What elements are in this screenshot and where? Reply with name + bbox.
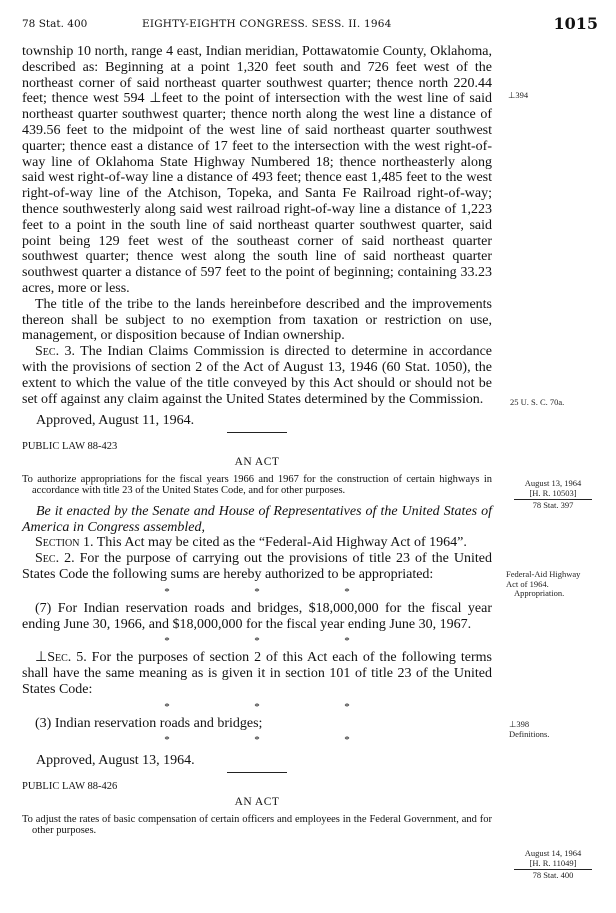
- an-act-heading: AN ACT: [234, 796, 280, 809]
- public-law-423: PUBLIC LAW 88-423: [22, 441, 118, 453]
- section-2: [22, 551, 492, 583]
- sec3-text: The Indian Claims Commission is directed to determine in accordance with the provisions of section 2 of the Act of August 13, 1946 (60 Stat. 1050), the extent to which the value of the title conveyed by this Act should or should not be set off against any claim against the United States determined by the Commission.: [22, 344, 492, 407]
- paragraph-boundary: township 10 north, range 4 east, Indian meridian, Pottawatomie County, Oklahoma, described as: Beginning at a point 1,320 feet south and 726 feet west of the northeast corner of said northeast quarter southwest quarter; thence north 220.44 feet; thence west 594 ⊥feet to the point of intersection with the west line of said northeast quarter southwest quarter; thence north along the west line a distance of 439.56 feet to the midpoint of the west line of said northeast quarter southwest quarter; thence east a distance of 17 feet to the intersection with the west right-of-way line of Oklahoma State Highway Numbered 18; thence northeasterly along said west right-of-way line a distance of 493 feet; thence east 1,485 feet to the west right-of-way line of the Atchison, Topeka, and Santa Fe Railroad right-of-way; thence southwesterly along said west railroad right-of-way line a distance of 1,223 feet to a point in the south line of said northeast quarter southwest quarter, said point being 129 feet west of the southeast corner of said northeast quarter southwest quarter; thence west along the south line of said northeast quarter southwest quarter a distance of 597 feet to the point of beginning; containing 33.23 acres, more or less.: [22, 44, 492, 296]
- fed-aid-line-1: Federal-Aid Highway: [506, 569, 581, 579]
- section-5: [22, 650, 492, 697]
- margin-box-law-423: [514, 479, 592, 511]
- fed-aid-line-2: Act of 1964.: [506, 578, 549, 589]
- box-date: August 13, 1964: [524, 478, 582, 488]
- star: *: [344, 700, 350, 713]
- act-purpose-426: To adjust the rates of basic compensation of certain officers and employees in the Federal Government, and for other purposes.: [22, 813, 492, 837]
- box-stat: 78 Stat. 397: [532, 500, 574, 510]
- margin-page-ref-398: [509, 720, 549, 739]
- star: *: [254, 734, 260, 747]
- section-1-label: Section 1.: [35, 535, 94, 551]
- star: *: [164, 734, 170, 747]
- section-1-text: This Act may be cited as the “Federal-Aid Highway Act of 1964”.: [93, 535, 467, 551]
- omission-stars: [22, 700, 492, 714]
- box-bill: [H. R. 10503]: [529, 487, 577, 498]
- main-text: [22, 44, 492, 837]
- page-ref-398: ⊥398: [509, 719, 530, 729]
- enacting-clause: Be it enacted by the Senate and House of Representatives of the United States of America in Congress assembled,: [22, 503, 492, 535]
- star: *: [164, 585, 170, 598]
- divider: [227, 432, 287, 433]
- section-2-label: Sec. 2.: [35, 551, 75, 567]
- page-number: 1015: [553, 14, 598, 33]
- page-break-mark: ⊥: [35, 650, 48, 666]
- star: *: [344, 585, 350, 598]
- omission-stars: [22, 585, 492, 599]
- paragraph-sec3: [22, 344, 492, 407]
- sec3-label: Sec. 3.: [35, 344, 75, 360]
- omission-stars: [22, 733, 492, 747]
- item-7: (7) For Indian reservation roads and bridges, $18,000,000 for the fiscal year ending June 30, 1966, and $18,000,000 for the fiscal year ending June 30, 1967.: [22, 600, 492, 632]
- definitions-note: Definitions.: [509, 728, 550, 739]
- star: *: [254, 635, 260, 648]
- section-1: [22, 535, 492, 551]
- section-2-text: For the purpose of carrying out the provisions of title 23 of the United States Code the following sums are hereby authorized to be appropriated:: [22, 551, 492, 582]
- item-3: (3) Indian reservation roads and bridges;: [35, 715, 263, 731]
- act-purpose-423: To authorize appropriations for the fiscal years 1966 and 1967 for the construction of certain highways in accordance with title 23 of the United States Code, and for other purposes.: [22, 473, 492, 497]
- approved-aug-11: Approved, August 11, 1964.: [36, 413, 195, 429]
- margin-box-law-426: [514, 849, 592, 881]
- star: *: [344, 635, 350, 648]
- star: *: [344, 734, 350, 747]
- fed-aid-line-3: Appropriation.: [514, 588, 565, 598]
- header-stat-ref: 78 Stat. 400: [22, 18, 88, 30]
- divider: [227, 772, 287, 773]
- star: *: [254, 585, 260, 598]
- star: *: [164, 635, 170, 648]
- header-congress: EIGHTY-EIGHTH CONGRESS. SESS. II. 1964: [142, 18, 392, 30]
- box-stat: 78 Stat. 400: [532, 870, 574, 880]
- margin-page-ref-394: ⊥394: [508, 90, 529, 100]
- public-law-426: PUBLIC LAW 88-426: [22, 781, 118, 793]
- paragraph-title-exemption: The title of the tribe to the lands hereinbefore described and the improvements thereon shall be subject to no exemption from taxation or restriction on use, management, or disposition because of Indian ownership.: [22, 296, 492, 344]
- margin-usc-citation: 25 U. S. C. 70a.: [510, 397, 565, 407]
- star: *: [254, 700, 260, 713]
- omission-stars: [22, 634, 492, 648]
- section-5-text: For the purposes of section 2 of this Act each of the following terms shall have the same meaning as is given it in section 101 of title 23 of the United States Code:: [22, 650, 492, 697]
- an-act-heading: AN ACT: [234, 455, 280, 468]
- box-date: August 14, 1964: [524, 848, 582, 858]
- box-bill: [H. R. 11049]: [529, 857, 577, 868]
- approved-aug-13: Approved, August 13, 1964.: [36, 753, 195, 769]
- section-5-label: Sec. 5.: [47, 650, 87, 666]
- page-header: [22, 14, 598, 40]
- star: *: [164, 700, 170, 713]
- margin-federal-aid: [506, 570, 580, 599]
